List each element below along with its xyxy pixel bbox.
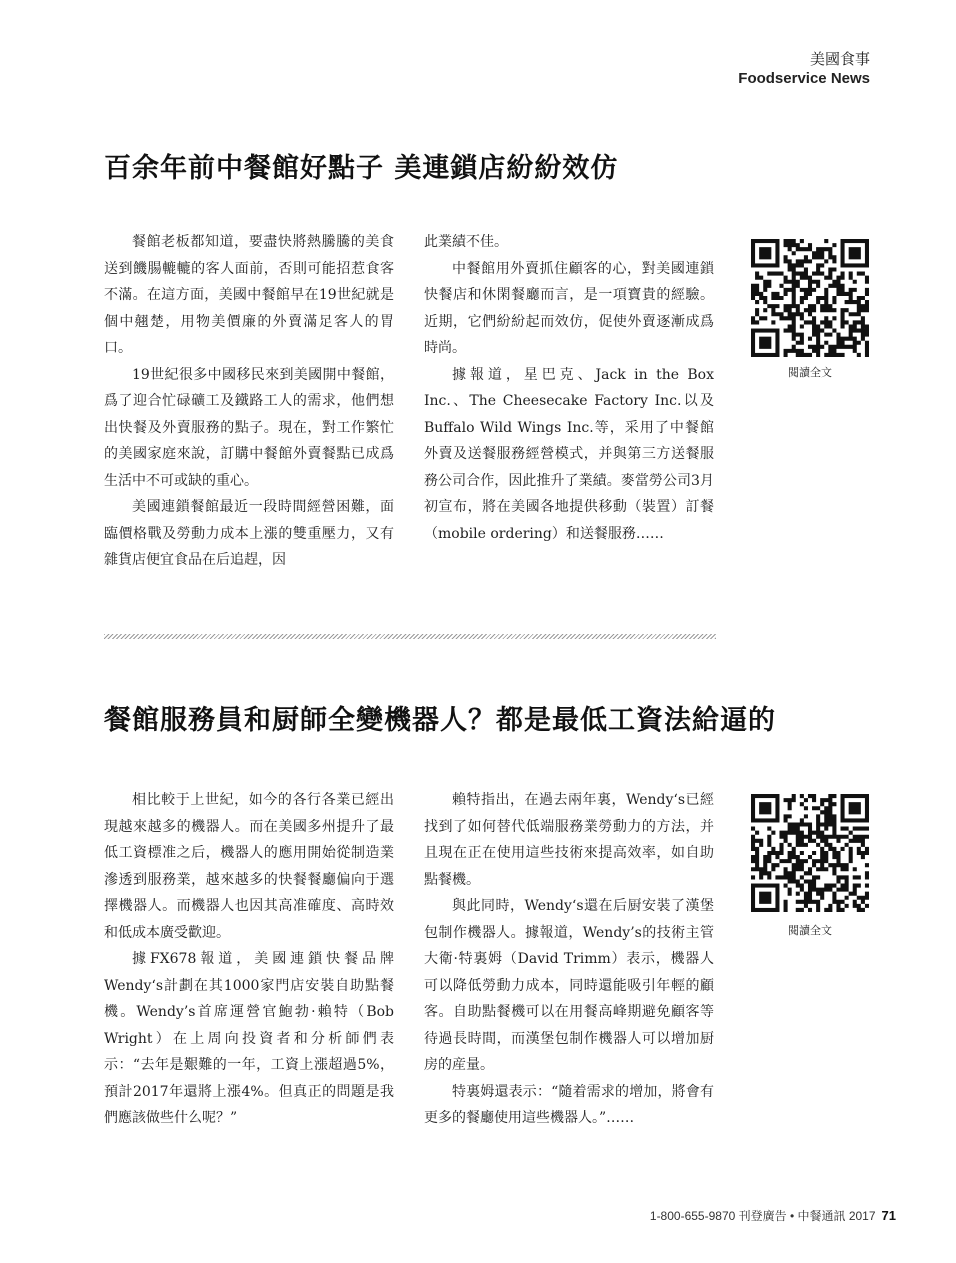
article1-paragraph: 據報道，星巴克、Jack in the Box Inc.、The Cheesecake Factory Inc.以及Buffalo Wild Wings Inc.等，采用了中餐館外賣及送餐服務經營模式，并與第三方送餐服務公司合作，因此推升了業績。麥當勞公司3月初宣布，將在美國各地提供移動（裝置）訂餐（mobile ordering）和送餐服務…… bbox=[424, 366, 714, 542]
article2-paragraph: 據FX678報道，美國連鎖快餐品牌Wendy‘s計劃在其1000家門店安裝自助點餐機。Wendy’s首席運營官鮑勃·賴特（Bob Wright）在上周向投資者和分析師們表示：“去年是艱難的一年，工資上漲超過5%，預計2017年還將上漲4%。但真正的問題是我們應該做些什么呢？” bbox=[104, 951, 394, 1126]
article1-title: 百余年前中餐館好點子 美連鎖店紛紛效仿 bbox=[104, 153, 619, 184]
section-label-zh: 美國食事 bbox=[809, 50, 870, 68]
article2-paragraph: 與此同時，Wendy‘s還在后厨安裝了漢堡包制作機器人。據報道，Wendy’s的技術主管大衛·特裏姆（David Trimm）表示，機器人可以降低勞動力成本，同時還能吸引年輕的顧客。自助點餐機可以在用餐高峰期避免顧客等待過長時間，而漢堡包制作機器人可以增加厨房的産量。 bbox=[424, 898, 714, 1073]
article2-paragraph: 賴特指出，在過去兩年裏，Wendy‘s已經找到了如何替代低端服務業勞動力的方法，并且現在正在使用這些技術來提高效率，如自助點餐機。 bbox=[424, 792, 714, 888]
article1-paragraph: 19世紀很多中國移民來到美國開中餐館，爲了迎合忙碌礦工及鐵路工人的需求，他們想出快餐及外賣服務的點子。現在，對工作繁忙的美國家庭來說，訂購中餐館外賣餐點已成爲生活中不可或缺的重心。 bbox=[104, 366, 394, 489]
article1-paragraph: 餐館老板都知道，要盡快將熱騰騰的美食送到饑腸轆轆的客人面前，否則可能招惹食客不滿。在這方面，美國中餐館早在19世紀就是個中翹楚，用物美價廉的外賣滿足客人的胃口。 bbox=[104, 234, 394, 356]
article2-qr-code[interactable] bbox=[751, 794, 869, 912]
article1-paragraph: 中餐館用外賣抓住顧客的心，對美國連鎖快餐店和休閑餐廳而言，是一項寶貴的經驗。近期，它們紛紛起而效仿，促使外賣逐漸成爲時尚。 bbox=[424, 260, 714, 356]
article1-left-column bbox=[104, 229, 394, 574]
section-divider bbox=[104, 634, 716, 639]
article2-title: 餐館服務員和厨師全變機器人？都是最低工資法給逼的 bbox=[104, 705, 776, 736]
article1-right-column bbox=[424, 229, 714, 547]
article2-read-more[interactable]: 閱讀全文 bbox=[788, 924, 832, 937]
footer-text: 1-800-655-9870 刊登廣告 • 中餐通訊 2017 bbox=[649, 1209, 876, 1223]
article1-qr-code[interactable] bbox=[751, 239, 869, 357]
article1-continuation: 此業績不佳。 bbox=[424, 234, 508, 250]
section-label-en: Foodservice News bbox=[738, 70, 870, 87]
article2-paragraph: 特裏姆還表示：“隨着需求的增加，將會有更多的餐廳使用這些機器人。”…… bbox=[424, 1083, 714, 1126]
article1-read-more[interactable]: 閱讀全文 bbox=[788, 366, 832, 379]
article2-paragraph: 相比較于上世紀，如今的各行各業已經出現越來越多的機器人。而在美國多州提升了最低工資標准之后，機器人的應用開始從制造業滲透到服務業，越來越多的快餐餐廳偏向于選擇機器人。而機器人也因其高准確度、高時效和低成本廣受歡迎。 bbox=[104, 792, 394, 941]
article2-left-column bbox=[104, 787, 394, 1132]
page-footer bbox=[650, 1207, 896, 1224]
page-number: 71 bbox=[881, 1208, 896, 1223]
article2-right-column bbox=[424, 787, 714, 1132]
qr-pattern bbox=[751, 239, 869, 357]
article1-paragraph: 美國連鎖餐館最近一段時間經營困難，面臨價格戰及勞動力成本上漲的雙重壓力，又有雜貨店便宜食品在后追趕，因 bbox=[104, 499, 394, 568]
qr-pattern bbox=[751, 794, 869, 912]
